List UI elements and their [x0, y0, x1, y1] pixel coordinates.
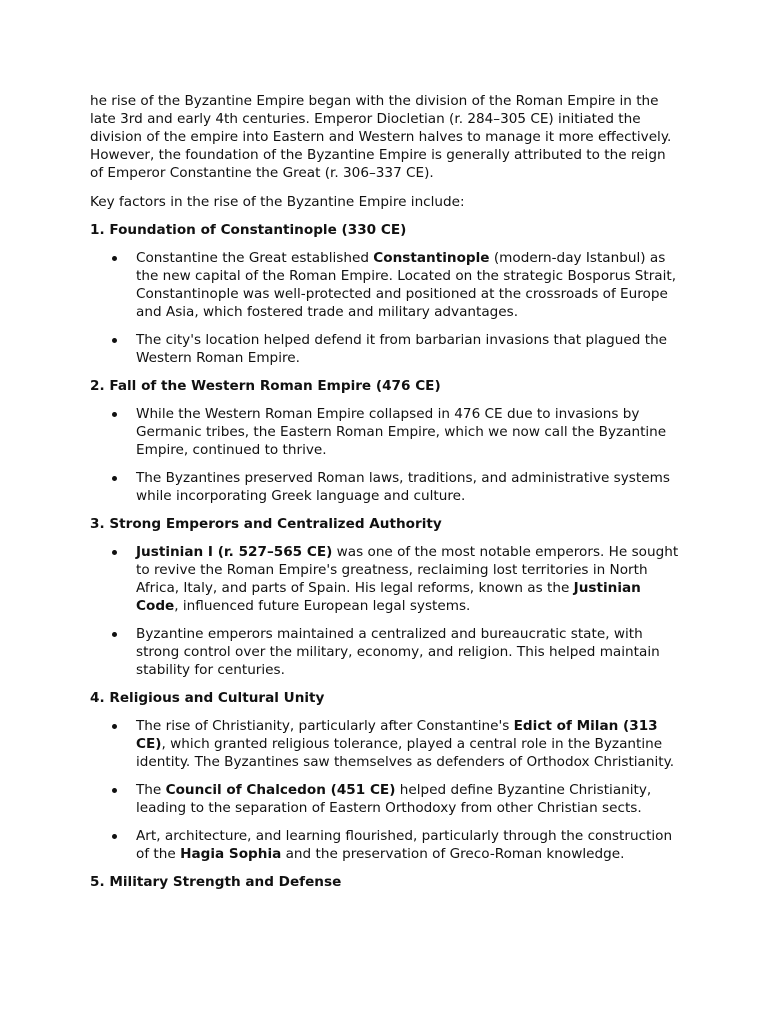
section-heading-3: 3. Strong Emperors and Centralized Authority [90, 516, 442, 532]
document-page [90, 92, 680, 901]
term-hagia-sophia: Hagia Sophia [180, 846, 282, 862]
term-edict-of-milan: Edict of Milan (313 CE) [136, 718, 658, 752]
term-justinian: Justinian I (r. 527–565 CE) [136, 544, 333, 560]
term-council-of-chalcedon: Council of Chalcedon (451 CE) [165, 782, 396, 798]
list-item: The Council of Chalcedon (451 CE) helped define Byzantine Christianity, leading to the separation of Eastern Orthodoxy from other Christian sects. [90, 781, 680, 817]
lead-paragraph: Key factors in the rise of the Byzantine Empire include: [90, 194, 465, 210]
section-heading-2: 2. Fall of the Western Roman Empire (476 CE) [90, 378, 441, 394]
section-4-list [90, 717, 680, 863]
list-item: Justinian I (r. 527–565 CE) was one of the most notable emperors. He sought to revive the Roman Empire's greatness, reclaiming lost territories in North Africa, Italy, and parts of Spain. His legal reforms, known as the Justinian Code, influenced future European legal systems. [90, 543, 680, 615]
section-3-list [90, 543, 680, 679]
section-heading-5: 5. Military Strength and Defense [90, 874, 342, 890]
intro-paragraph: he rise of the Byzantine Empire began with the division of the Roman Empire in the late 3rd and early 4th centuries. Emperor Diocletian (r. 284–305 CE) initiated the division of the empire into Eastern and Western halves to manage it more effectively. However, the foundation of the Byzantine Empire is generally attributed to the reign of Emperor Constantine the Great (r. 306–337 CE). [90, 93, 672, 181]
list-item: Constantine the Great established Constantinople (modern-day Istanbul) as the new capital of the Roman Empire. Located on the strategic Bosporus Strait, Constantinople was well-protected and positioned at the crossroads of Europe and Asia, which fostered trade and military advantages. [90, 249, 680, 321]
list-item: The city's location helped defend it from barbarian invasions that plagued the Western Roman Empire. [90, 331, 680, 367]
term-justinian-code: Justinian Code [136, 580, 641, 614]
section-heading-4: 4. Religious and Cultural Unity [90, 690, 325, 706]
term-constantinople: Constantinople [373, 250, 490, 266]
list-item: The rise of Christianity, particularly after Constantine's Edict of Milan (313 CE), which granted religious tolerance, played a central role in the Byzantine identity. The Byzantines saw themselves as defenders of Orthodox Christianity. [90, 717, 680, 771]
list-item: Byzantine emperors maintained a centralized and bureaucratic state, with strong control over the military, economy, and religion. This helped maintain stability for centuries. [90, 625, 680, 679]
list-item: While the Western Roman Empire collapsed in 476 CE due to invasions by Germanic tribes, the Eastern Roman Empire, which we now call the Byzantine Empire, continued to thrive. [90, 405, 680, 459]
list-item: The Byzantines preserved Roman laws, traditions, and administrative systems while incorporating Greek language and culture. [90, 469, 680, 505]
section-1-list [90, 249, 680, 367]
section-2-list [90, 405, 680, 505]
section-heading-1: 1. Foundation of Constantinople (330 CE) [90, 222, 407, 238]
list-item: Art, architecture, and learning flourished, particularly through the construction of the Hagia Sophia and the preservation of Greco-Roman knowledge. [90, 827, 680, 863]
